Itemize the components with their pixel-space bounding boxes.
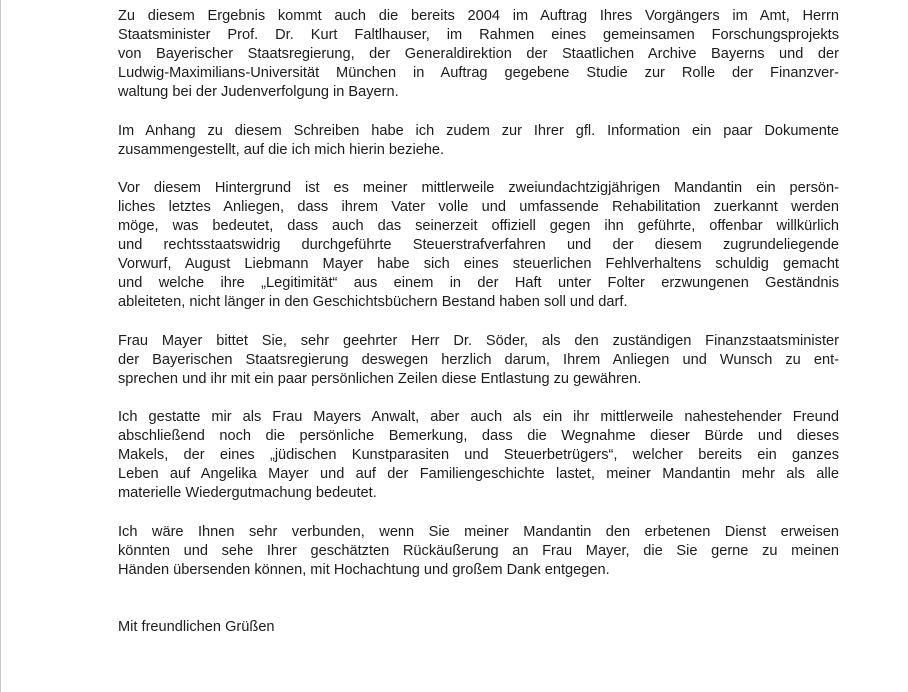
text-line: abschließend noch die persönliche Bemerkung, dass die Wegnahme dieser Bürde und dieses <box>118 428 839 445</box>
letter-body <box>118 7 839 656</box>
paragraph-attachment <box>118 122 839 160</box>
paragraph-rehabilitation-request <box>118 179 839 313</box>
text-line: materielle Wiedergutmachung bedeutet. <box>118 485 377 502</box>
text-line: von Bayerischer Staatsregierung, der Generaldirektion der Staatlichen Archive Bayerns und der <box>118 46 839 63</box>
text-line: Staatsminister Prof. Dr. Kurt Faltlhauser, im Rahmen eines gemeinsamen Forschungsprojekts <box>118 27 839 44</box>
text-line: der Bayerischen Staatsregierung deswegen herzlich darum, Ihrem Anliegen und Wunsch zu ent- <box>118 351 839 368</box>
text-line: Frau Mayer bittet Sie, sehr geehrter Herr Dr. Söder, als den zuständigen Finanzstaatsminister <box>118 332 839 349</box>
text-line: ableiteten, nicht länger in den Geschichtsbüchern Bestand haben soll und darf. <box>118 294 628 311</box>
text-line: Vorwurf, August Liebmann Mayer habe sich eines steuerlichen Fehlverhaltens schuldig gemacht <box>118 256 839 273</box>
page-edge-divider <box>0 0 1 692</box>
paragraph-thanks <box>118 523 839 580</box>
text-line: könnten und sehe Ihrer geschätzten Rückäußerung an Frau Mayer, die Sie gerne zu meinen <box>118 542 839 559</box>
text-line: und welche ihre „Legitimität“ aus einem in der Haft unter Folter erzwungenen Geständnis <box>118 275 839 292</box>
text-line: und rechtsstaatswidrig durchgeführte Steuerstrafverfahren und der diesem zugrundeliegende <box>118 237 839 254</box>
text-line: Vor diesem Hintergrund ist es meiner mittlerweile zweiundachtzigjährigen Mandantin ein persön- <box>118 179 839 196</box>
paragraph-personal-remark <box>118 408 839 503</box>
text-line: Händen übersenden können, mit Hochachtung und großem Dank entgegen. <box>118 561 610 578</box>
text-line: Im Anhang zu diesem Schreiben habe ich zudem zur Ihrer gfl. Information ein paar Dokumente <box>118 122 839 139</box>
text-line: Ludwig-Maximilians-Universität München in Auftrag gegebene Studie zur Rolle der Finanzver- <box>118 65 839 82</box>
text-line: Ich wäre Ihnen sehr verbunden, wenn Sie meiner Mandantin den erbetenen Dienst erweisen <box>118 523 839 540</box>
text-line: Ich gestatte mir als Frau Mayers Anwalt, aber auch als ein ihr mittlerweile nahestehender Freund <box>118 408 839 425</box>
text-line: Leben auf Angelika Mayer und auf der Familiengeschichte lastet, meiner Mandantin mehr als alle <box>118 466 839 483</box>
text-line: zusammengestellt, auf die ich mich hierin beziehe. <box>118 141 445 158</box>
text-line: sprechen und ihr mit ein paar persönlichen Zeilen diese Entlastung zu gewähren. <box>118 370 642 387</box>
text-line: liches letztes Anliegen, dass ihrem Vater volle und umfassende Rehabilitation zuerkannt werden <box>118 198 839 215</box>
text-line: waltung bei der Judenverfolgung in Bayern. <box>118 84 399 101</box>
paragraph-request-to-minister <box>118 332 839 389</box>
text-line: möge, was bedeutet, dass auch das seinerzeit offiziell gegen ihn geführte, offenbar willkürlich <box>118 218 839 235</box>
text-line: Makels, der eines „jüdischen Kunstparasiten und Steuerbetrügers“, welcher bereits ein ganzes <box>118 447 839 464</box>
text-line: Zu diesem Ergebnis kommt auch die bereits 2004 im Auftrag Ihres Vorgängers im Amt, Herrn <box>118 8 839 24</box>
paragraph-research-study <box>118 7 839 102</box>
closing-salutation: Mit freundlichen Grüßen <box>118 618 275 635</box>
